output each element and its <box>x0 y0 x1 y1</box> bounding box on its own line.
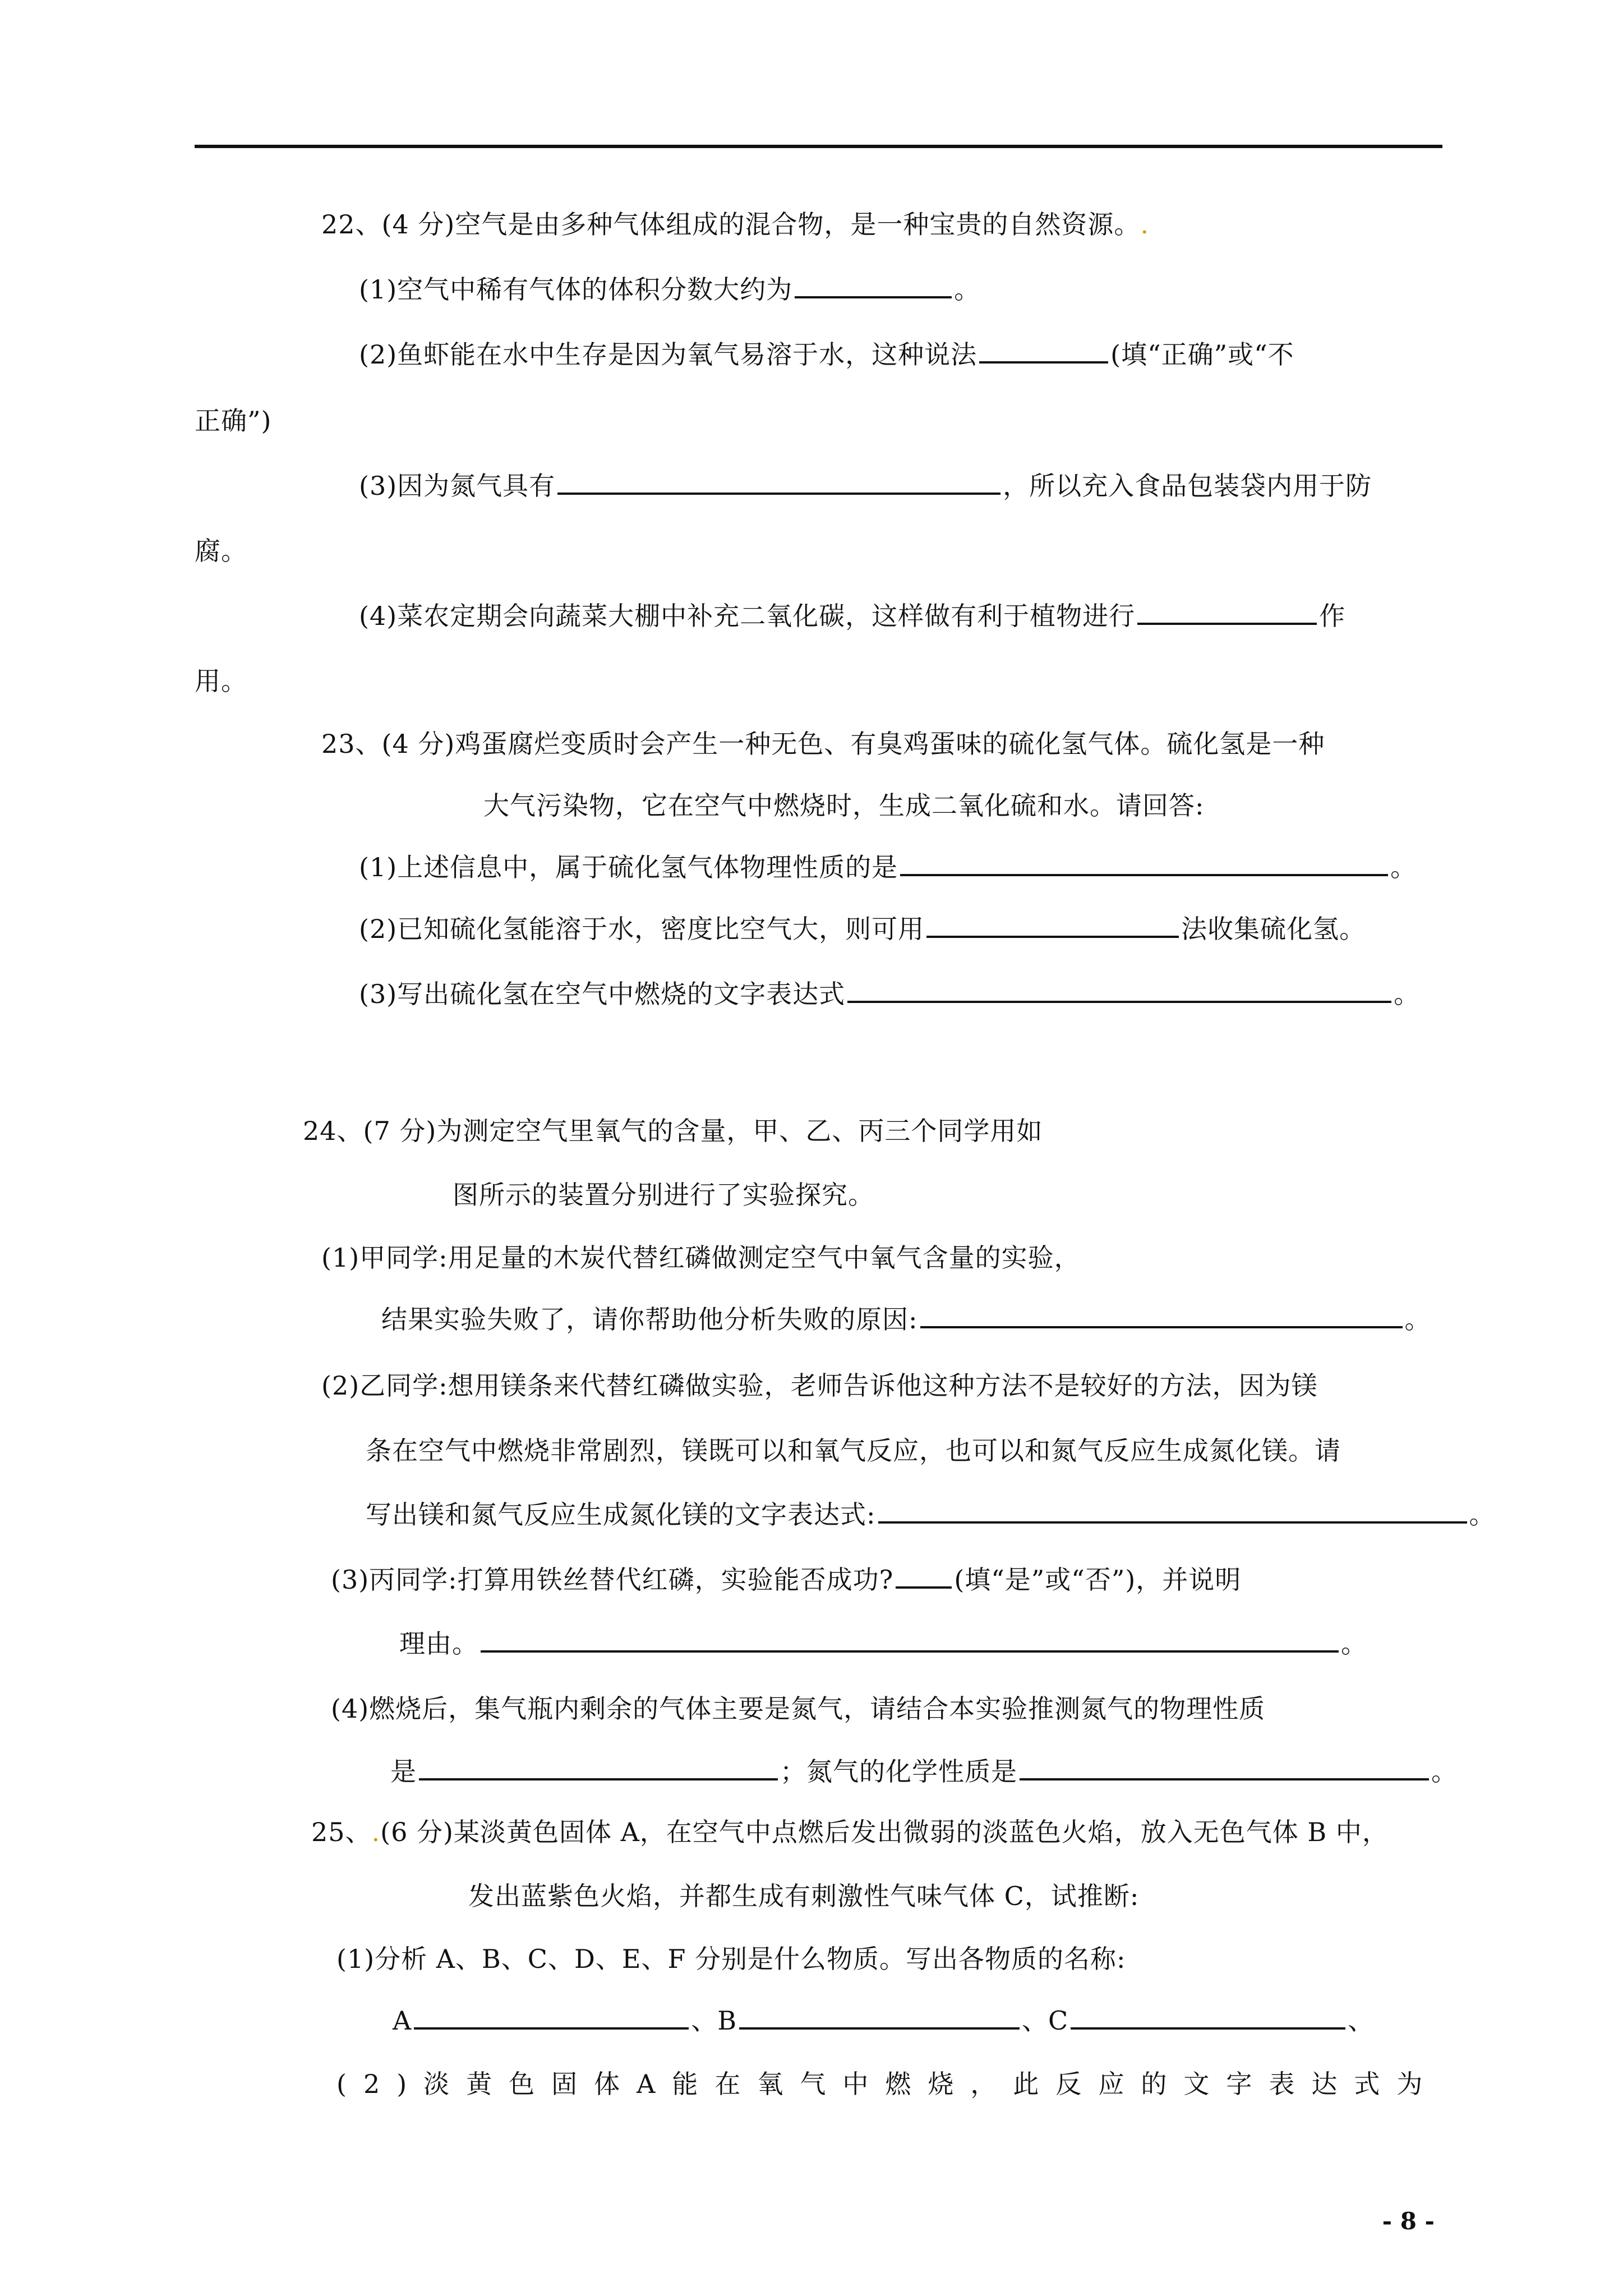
q25-heading: 25、.(6 分)某淡黄色固体 A，在空气中点燃后发出微弱的淡蓝色火焰，放入无色气体 B 中， <box>311 1817 1389 1847</box>
q22-part3: (3)因为氮气具有 ，所以充入食品包装袋内用于防 <box>359 471 1372 501</box>
q24-part1: (1)甲同学:用足量的木炭代替红磷做测定空气中氧气含量的实验， <box>321 1243 1081 1273</box>
answer-blank-c[interactable] <box>1071 2005 1345 2030</box>
answer-blank[interactable] <box>896 1564 952 1589</box>
answer-blank[interactable] <box>419 1756 778 1780</box>
q24-part2-cont2: 写出镁和氮气反应生成氮化镁的文字表达式: 。 <box>366 1499 1496 1530</box>
answer-blank[interactable] <box>1137 600 1317 625</box>
answer-blank[interactable] <box>557 470 1000 495</box>
q22-part3-cont: 腐。 <box>195 536 247 566</box>
answer-blank[interactable] <box>1020 1756 1429 1780</box>
q23-heading-cont: 大气污染物，它在空气中燃烧时，生成二氧化硫和水。请回答: <box>483 790 1205 821</box>
answer-blank[interactable] <box>979 339 1108 364</box>
q23-part1: (1)上述信息中，属于硫化氢气体物理性质的是 。 <box>359 852 1417 882</box>
header-rule <box>195 145 1442 148</box>
q25-part1-answers: A 、B 、C 、 <box>393 2005 1375 2036</box>
answer-blank[interactable] <box>847 978 1391 1003</box>
answer-blank[interactable] <box>481 1628 1339 1653</box>
q24-part4-cont: 是 ；氮气的化学性质是 。 <box>390 1756 1458 1787</box>
q22-part4: (4)菜农定期会向蔬菜大棚中补充二氧化碳，这样做有利于植物进行 作 <box>359 601 1346 631</box>
q23-part2: (2)已知硫化氢能溶于水，密度比空气大，则可用 法收集硫化氢。 <box>359 914 1366 944</box>
q24-part3: (3)丙同学:打算用铁丝替代红磷，实验能否成功? (填“是”或“否”)，并说明 <box>331 1565 1242 1595</box>
answer-blank[interactable] <box>900 852 1388 876</box>
q23-part3: (3)写出硫化氢在空气中燃烧的文字表达式 。 <box>359 979 1421 1009</box>
q24-part3-cont: 理由。 。 <box>399 1628 1367 1659</box>
q24-heading: 24、(7 分)为测定空气里氧气的含量，甲、乙、丙三个同学用如 <box>303 1116 1043 1146</box>
page-number: - 8 - <box>1382 2207 1435 2235</box>
answer-blank[interactable] <box>926 913 1179 938</box>
q24-heading-cont: 图所示的装置分别进行了实验探究。 <box>453 1180 874 1210</box>
q24-part1-cont: 结果实验失败了，请你帮助他分析失败的原因: 。 <box>381 1304 1431 1335</box>
q25-part1: (1)分析 A、B、C、D、E、F 分别是什么物质。写出各物质的名称: <box>336 1944 1126 1974</box>
answer-blank[interactable] <box>920 1304 1403 1328</box>
q24-part2: (2)乙同学:想用镁条来代替红磷做实验，老师告诉他这种方法不是较好的方法，因为镁 <box>321 1370 1318 1401</box>
answer-blank-b[interactable] <box>739 2005 1020 2030</box>
answer-blank-a[interactable] <box>414 2005 689 2030</box>
q22-part2-cont: 正确”) <box>195 406 272 436</box>
answer-blank[interactable] <box>795 274 952 298</box>
q25-heading-cont: 发出蓝紫色火焰，并都生成有刺激性气味气体 C，试推断: <box>468 1881 1140 1911</box>
q24-part2-cont: 条在空气中燃烧非常剧烈，镁既可以和氧气反应，也可以和氮气反应生成氮化镁。请 <box>366 1435 1341 1466</box>
q22-part1: (1)空气中稀有气体的体积分数大约为 。 <box>359 274 981 305</box>
q22-part2: (2)鱼虾能在水中生存是因为氧气易溶于水，这种说法 (填“正确”或“不 <box>359 339 1294 370</box>
answer-blank[interactable] <box>878 1499 1467 1524</box>
q23-heading: 23、(4 分)鸡蛋腐烂变质时会产生一种无色、有臭鸡蛋味的硫化氢气体。硫化氢是一种 <box>321 729 1325 759</box>
q22-heading: 22、(4 分)空气是由多种气体组成的混合物，是一种宝贵的自然资源。. <box>321 209 1149 240</box>
q22-part4-cont: 用。 <box>195 666 247 696</box>
q25-part2: (2)淡黄色固体A能在氧气中燃烧，此反应的文字表达式为 <box>336 2069 1440 2099</box>
q24-part4: (4)燃烧后，集气瓶内剩余的气体主要是氮气，请结合本实验推测氮气的物理性质 <box>331 1694 1266 1724</box>
